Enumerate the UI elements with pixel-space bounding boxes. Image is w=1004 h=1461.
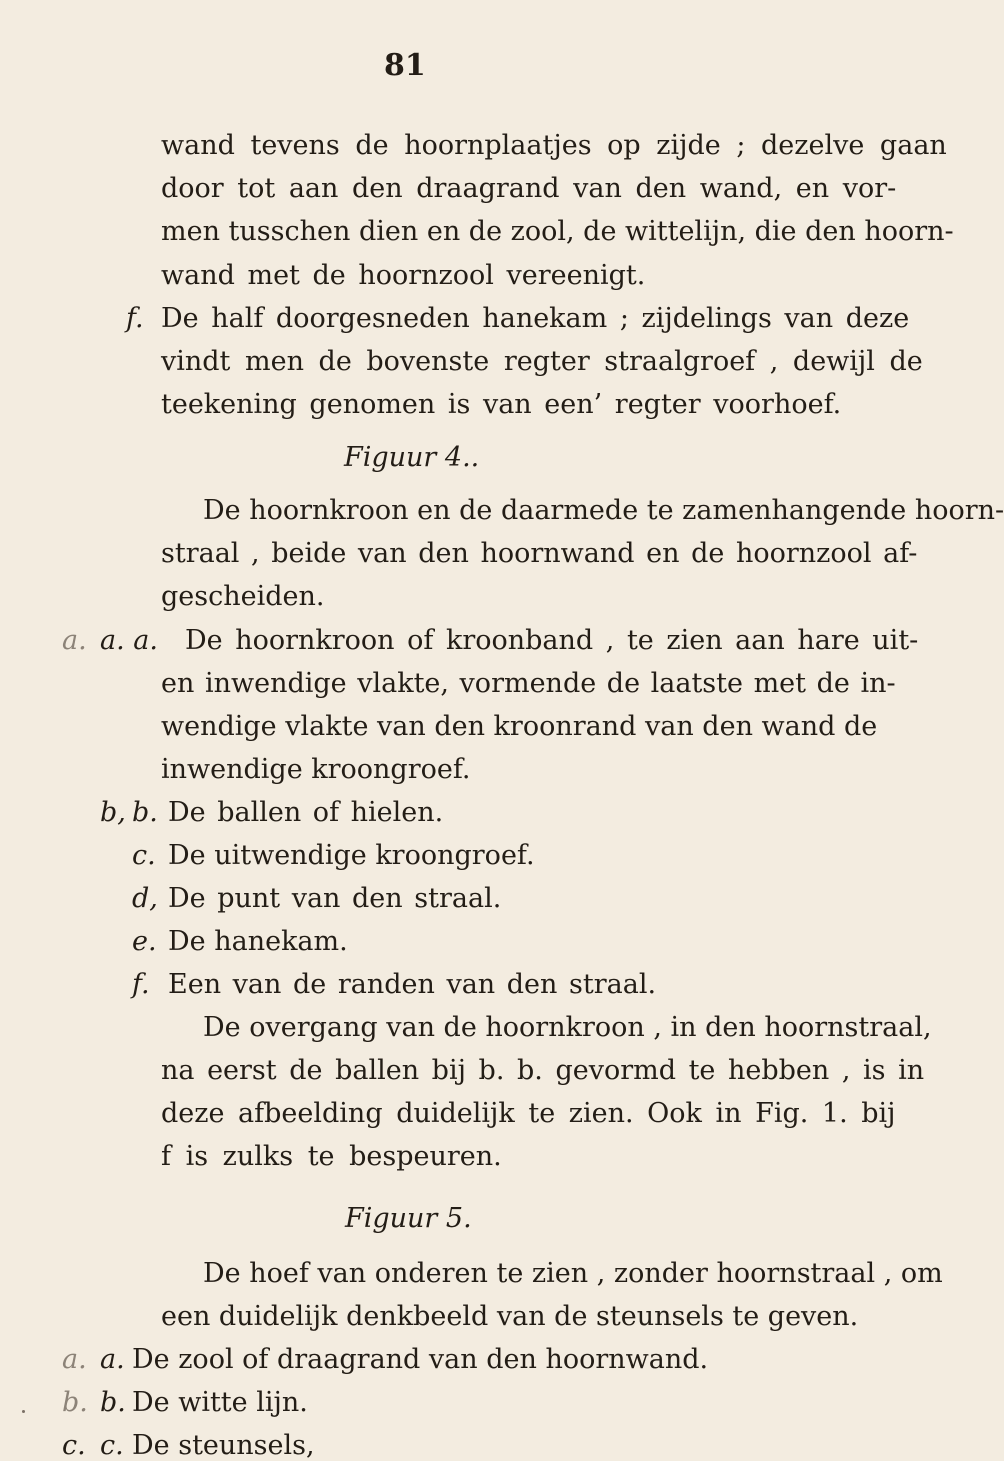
margin-label: a. bbox=[62, 1344, 87, 1375]
item-label: e. bbox=[132, 926, 157, 957]
item-label: a. bbox=[100, 1344, 125, 1375]
text-line: vindt men de bovenste regter straalgroef , dewijl de bbox=[161, 346, 923, 377]
text-line: De hoef van onderen te zien , zonder hoornstraal , om bbox=[203, 1258, 943, 1289]
text-line: De uitwendige kroongroef. bbox=[168, 840, 535, 871]
figure-heading: Figuur 4.. bbox=[344, 442, 480, 473]
text-line: De ballen of hielen. bbox=[168, 797, 444, 828]
item-label: a. a. bbox=[100, 625, 158, 656]
text-line: na eerst de ballen bij b. b. gevormd te hebben , is in bbox=[161, 1055, 925, 1086]
text-line: inwendige kroongroef. bbox=[161, 754, 471, 785]
item-label: b. bbox=[100, 1387, 126, 1418]
text-line: teekening genomen is van een’ regter voorhoef. bbox=[161, 389, 842, 420]
text-line: Een van de randen van den straal. bbox=[168, 969, 657, 1000]
text-line: wand tevens de hoornplaatjes op zijde ; dezelve gaan bbox=[161, 130, 947, 161]
text-line: men tusschen dien en de zool, de wittelijn, die den hoorn- bbox=[161, 216, 954, 247]
text-line: De overgang van de hoornkroon , in den hoornstraal, bbox=[203, 1012, 932, 1043]
text-line: De punt van den straal. bbox=[168, 883, 502, 914]
text-line: een duidelijk denkbeeld van de steunsels te geven. bbox=[161, 1301, 859, 1332]
text-line: De zool of draagrand van den hoornwand. bbox=[132, 1344, 709, 1375]
item-label: c. bbox=[132, 840, 156, 871]
margin-label: b. bbox=[62, 1387, 88, 1418]
paper-speck bbox=[22, 1410, 25, 1413]
text-line: f is zulks te bespeuren. bbox=[161, 1141, 502, 1172]
margin-label: b, bbox=[100, 797, 126, 828]
text-line: door tot aan den draagrand van den wand, en vor- bbox=[161, 173, 897, 204]
text-line: deze afbeelding duidelijk te zien. Ook in Fig. 1. bij bbox=[161, 1098, 896, 1129]
margin-label: c. bbox=[62, 1430, 86, 1461]
item-label: d, bbox=[132, 883, 158, 914]
item-label: c. bbox=[100, 1430, 124, 1461]
text-line: wendige vlakte van den kroonrand van den wand de bbox=[161, 711, 878, 742]
text-line: De hoornkroon of kroonband , te zien aan hare uit- bbox=[185, 625, 919, 656]
text-line: De steunsels, bbox=[132, 1430, 315, 1461]
margin-label: a. bbox=[62, 625, 87, 656]
text-line: gescheiden. bbox=[161, 581, 325, 612]
text-line: wand met de hoornzool vereenigt. bbox=[161, 260, 646, 291]
text-line: straal , beide van den hoornwand en de hoornzool af- bbox=[161, 538, 918, 569]
figure-heading: Figuur 5. bbox=[345, 1203, 472, 1234]
page-number: 81 bbox=[384, 48, 426, 83]
item-label: f. bbox=[132, 969, 150, 1000]
text-line: en inwendige vlakte, vormende de laatste met de in- bbox=[161, 668, 896, 699]
item-label: f. bbox=[126, 303, 144, 334]
text-line: De hoornkroon en de daarmede te zamenhangende hoorn- bbox=[203, 495, 1004, 526]
text-line: De half doorgesneden hanekam ; zijdelings van deze bbox=[161, 303, 910, 334]
text-line: De witte lijn. bbox=[132, 1387, 308, 1418]
item-label: b. bbox=[132, 797, 158, 828]
text-line: De hanekam. bbox=[168, 926, 348, 957]
